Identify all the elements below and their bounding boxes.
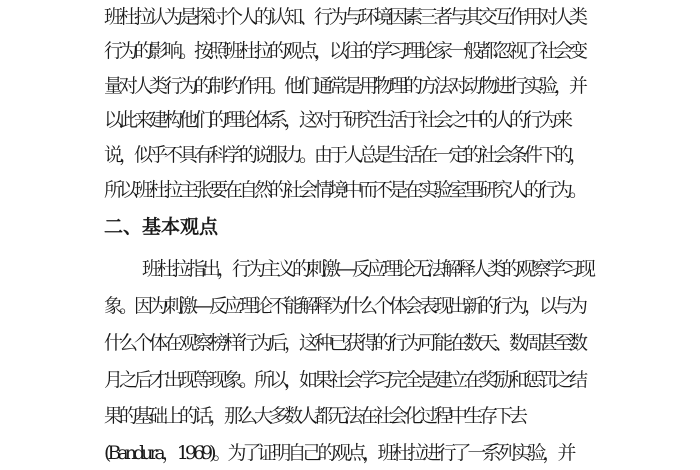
text-line: 量对人类行为的制约作用。他们通常是用物理的方法对动物进行实验，并: [104, 75, 585, 97]
text-line: (Bandura，1969)。为了证明自己的观点，班杜拉进行了一系列实验，并: [104, 442, 573, 464]
text-line: 什么个体在观察榜样行为后，这种已获得的行为可能在数天、数周甚至数: [104, 332, 585, 354]
text-line: 行为的影响。按照班杜拉的观点，以往的学习理论家一般都忽视了社会变: [104, 40, 585, 62]
text-line: 以此来建构他们的理论体系，这对于研究生活于社会之中的人的行为来: [104, 109, 570, 131]
text-line: 说，似乎不具有科学的说服力。由于人总是生活在一定的社会条件下的，: [104, 144, 585, 166]
text-line: 班杜拉指出，行为主义的刺激—反应理论无法解释人类的观察学习现: [142, 258, 593, 280]
text-line: 月之后才出现等现象。所以，如果社会学习完全是建立在奖励和惩罚之结: [104, 369, 585, 391]
text-line: 班杜拉认为是探讨个人的认知、行为与环境因素三者与其交互作用对人类: [104, 6, 585, 28]
text-line: 象。因为刺激—反应理论不能解释为什么个体会表现出新的行为，以与为: [104, 295, 585, 317]
text-line: 所以班杜拉主张要在自然的社会情境中而不是在实验室里研究人的行为。: [104, 179, 585, 201]
text-line: 果的基础上的话，那么大多数人都无法在社会化过程中生存下去: [104, 405, 525, 427]
section-heading: 二、基本观点: [104, 216, 219, 238]
